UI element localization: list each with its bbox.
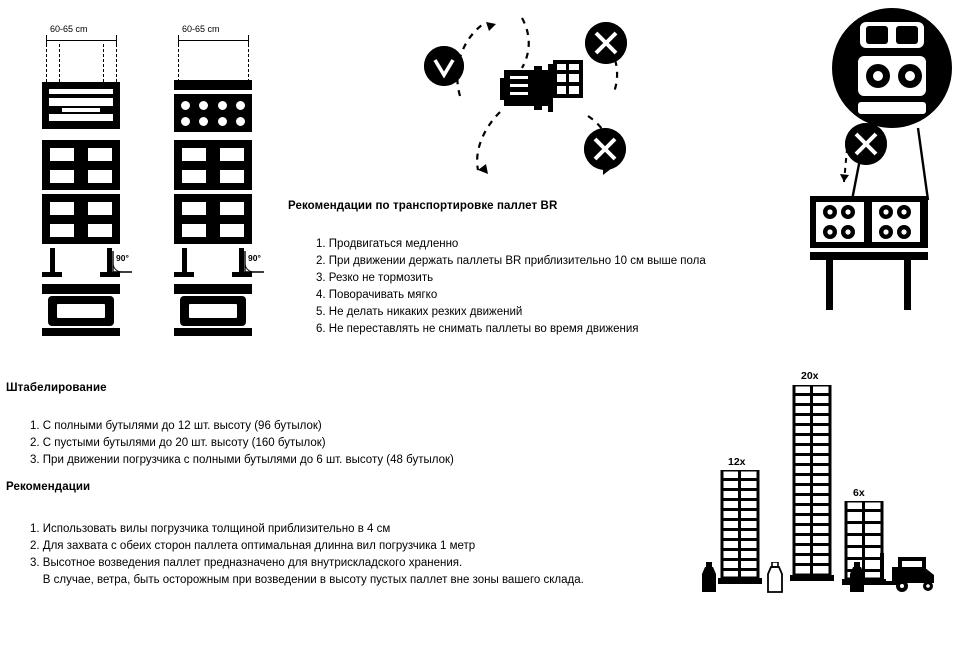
stack-medium <box>714 470 766 592</box>
bottle-cell <box>234 99 247 112</box>
crate-cell <box>86 168 114 185</box>
crate-cell <box>48 146 76 163</box>
forklift-icon <box>878 551 940 593</box>
stack-label-tall: 20x <box>801 370 819 382</box>
bottle-cell <box>216 99 229 112</box>
angle-label-left: 90° <box>116 253 129 263</box>
bottle-cell <box>197 115 210 128</box>
stack-label-medium: 12x <box>728 456 746 468</box>
truck-base-bottom <box>174 328 252 336</box>
fork-frame-bar <box>42 94 120 98</box>
crate-cell <box>180 146 208 163</box>
crate-cell <box>218 222 246 239</box>
crate-center-post <box>210 140 216 190</box>
stack-label-short: 6x <box>853 487 865 499</box>
crate-cell <box>180 200 208 217</box>
dimension-label-right: 60-65 cm <box>182 24 220 34</box>
x-in-circle-icon <box>845 123 887 165</box>
dimension-bar-left <box>46 40 116 41</box>
transport-item: 4. Поворачивать мягко <box>316 289 438 301</box>
guide-line <box>103 44 104 82</box>
x-in-circle-icon <box>585 22 627 64</box>
bottle-cell <box>179 99 192 112</box>
truck-base-top <box>42 284 120 294</box>
crate-cell <box>218 168 246 185</box>
transport-item: 5. Не делать никаких резких движений <box>316 306 523 318</box>
v-in-circle-icon <box>424 46 464 86</box>
recommendations-item: 3. Высотное возведения паллет предназначено для внутрискладского хранения. <box>30 557 463 569</box>
stacking-item: 2. С пустыми бутылями до 20 шт. высоту (160 бутылок) <box>30 437 326 449</box>
transport-item: 1. Продвигаться медленно <box>316 238 459 250</box>
crate-cell <box>86 146 114 163</box>
bottle-cell <box>179 115 192 128</box>
fork-foot-left <box>42 272 62 277</box>
guide-line <box>248 44 249 82</box>
transport-item: 3. Резко не тормозить <box>316 272 434 284</box>
water-bottle-icon <box>766 562 784 594</box>
pallet-elevation-left <box>28 22 148 342</box>
bottle-cell <box>234 115 247 128</box>
truck-base-top <box>174 284 252 294</box>
guide-line <box>178 44 179 82</box>
dimension-bar-right <box>178 40 248 41</box>
fork-gap <box>62 108 100 112</box>
recommendations-item: 1. Использовать вилы погрузчика толщиной приблизительно в 4 см <box>30 523 391 535</box>
crate-cell <box>180 168 208 185</box>
truck-base-bottom <box>42 328 120 336</box>
stack-tall <box>786 385 838 590</box>
recommendations-title: Рекомендации <box>6 481 91 493</box>
transport-motion-diagram <box>400 8 680 198</box>
recommendations-item: 2. Для захвата с обеих сторон паллета оптимальная длинна вил погрузчика 1 метр <box>30 540 476 552</box>
fork-frame-top <box>42 82 120 89</box>
guide-line <box>116 44 117 82</box>
pallet-elevation-right <box>160 22 280 342</box>
fork-tine-vertical-left <box>50 248 55 274</box>
crate-cell <box>180 222 208 239</box>
transport-title: Рекомендации по транспортировке паллет BR <box>288 200 558 212</box>
crate-cell <box>48 168 76 185</box>
stacking-item: 1. С полными бутылями до 12 шт. высоту (96 бутылок) <box>30 420 322 432</box>
crate-cell <box>218 146 246 163</box>
crate-cell <box>86 222 114 239</box>
guide-line <box>59 44 60 82</box>
fork-tine-vertical-left <box>182 248 187 274</box>
transport-recommendations-block <box>288 200 708 338</box>
stacking-title: Штабелирование <box>6 382 107 394</box>
x-in-circle-icon <box>584 128 626 170</box>
crate-top-frame <box>174 80 252 90</box>
guide-line <box>46 44 47 82</box>
stacking-block <box>6 382 566 469</box>
transport-item: 2. При движении держать паллеты BR приблизительно 10 см выше пола <box>316 255 706 267</box>
fork-crossbar-2 <box>42 121 120 129</box>
stacking-item: 3. При движении погрузчика с полными бутылями до 6 шт. высоту (48 бутылок) <box>30 454 454 466</box>
recommendations-block <box>6 481 646 589</box>
transport-item: 6. Не переставлять не снимать паллеты во время движения <box>316 323 639 335</box>
water-bottle-icon-filled <box>700 562 718 594</box>
bottle-cell <box>197 99 210 112</box>
forklift-top-view-diagram <box>800 4 966 334</box>
angle-label-right: 90° <box>248 253 261 263</box>
fork-foot-left <box>174 272 194 277</box>
truck-window <box>187 302 239 320</box>
crate-cell <box>86 200 114 217</box>
dimension-label-left: 60-65 cm <box>50 24 88 34</box>
crate-cell <box>48 200 76 217</box>
recommendations-item: В случае, ветра, быть осторожным при возведении в высоту пустых паллет вне зоны вашего склада. <box>30 574 584 586</box>
water-bottle-icon-filled <box>848 562 866 594</box>
crate-cell <box>218 200 246 217</box>
crate-cell <box>48 222 76 239</box>
bottle-cell <box>216 115 229 128</box>
crate-center-post <box>78 140 84 190</box>
truck-window <box>55 302 107 320</box>
